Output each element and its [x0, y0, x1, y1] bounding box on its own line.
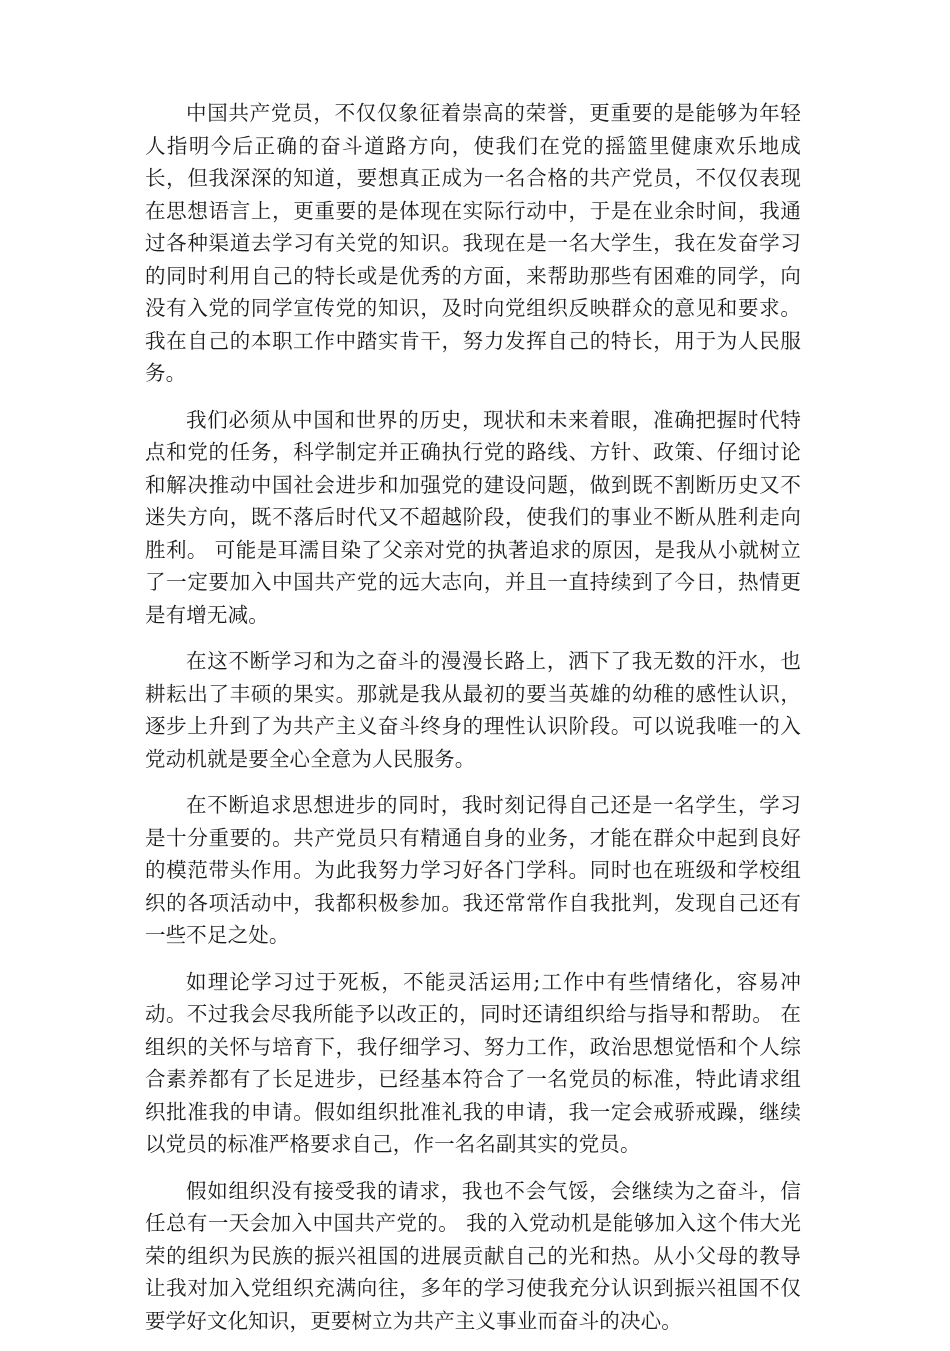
- paragraph-3: 在这不断学习和为之奋斗的漫漫长路上，洒下了我无数的汗水，也耕耘出了丰硕的果实。那就是我从最初的要当英雄的幼稚的感性认识，逐步上升到了为共产主义奋斗终身的理性认识阶段。可以说我唯一的入党动机就是要全心全意为人民服务。: [145, 649, 801, 771]
- paragraph-5: 如理论学习过于死板，不能灵活运用;工作中有些情绪化，容易冲动。不过我会尽我所能予以改正的，同时还请组织给与指导和帮助。 在组织的关怀与培育下，我仔细学习、努力工作，政治思想觉悟和个人综合素养都有了长足进步，已经基本符合了一名党员的标准，特此请求组织批准我的申请。假如组织批准礼我的申请，我一定会戒骄戒躁，继续以党员的标准严格要求自己，作一名名副其实的党员。: [145, 969, 801, 1156]
- paragraph-4: 在不断追求思想进步的同时，我时刻记得自己还是一名学生，学习是十分重要的。共产党员只有精通自身的业务，才能在群众中起到良好的模范带头作用。为此我努力学习好各门学科。同时也在班级和学校组织的各项活动中，我都积极参加。我还常常作自我批判，发现自己还有一些不足之处。: [145, 793, 801, 947]
- paragraph-6: 假如组织没有接受我的请求，我也不会气馁，会继续为之奋斗，信任总有一天会加入中国共产党的。 我的入党动机是能够加入这个伟大光荣的组织为民族的振兴祖国的进展贡献自己的光和热。从小父母的教导让我对加入党组织充满向往，多年的学习使我充分认识到振兴祖国不仅要学好文化知识，更要树立为共产主义事业而奋斗的决心。: [145, 1178, 801, 1333]
- paragraph-2: 我们必须从中国和世界的历史，现状和未来着眼，准确把握时代特点和党的任务，科学制定并正确执行党的路线、方针、政策、仔细讨论和解决推动中国社会进步和加强党的建设问题，做到既不割断历史又不迷失方向，既不落后时代又不超越阶段，使我们的事业不断从胜利走向胜利。 可能是耳濡目染了父亲对党的执著追求的原因，是我从小就树立了一定要加入中国共产党的远大志向，并且一直持续到了今日，热情更是有增无减。: [145, 407, 801, 627]
- paragraph-1: 中国共产党员，不仅仅象征着崇高的荣誉，更重要的是能够为年轻人指明今后正确的奋斗道路方向，使我们在党的摇篮里健康欢乐地成长，但我深深的知道，要想真正成为一名合格的共产党员，不仅仅表现在思想语言上，更重要的是体现在实际行动中，于是在业余时间，我通过各种渠道去学习有关党的知识。我现在是一名大学生，我在发奋学习的同时利用自己的特长或是优秀的方面，来帮助那些有困难的同学，向没有入党的同学宣传党的知识，及时向党组织反映群众的意见和要求。我在自己的本职工作中踏实肯干，努力发挥自己的特长，用于为人民服务。: [145, 101, 801, 385]
- document-body: [145, 97, 801, 1351]
